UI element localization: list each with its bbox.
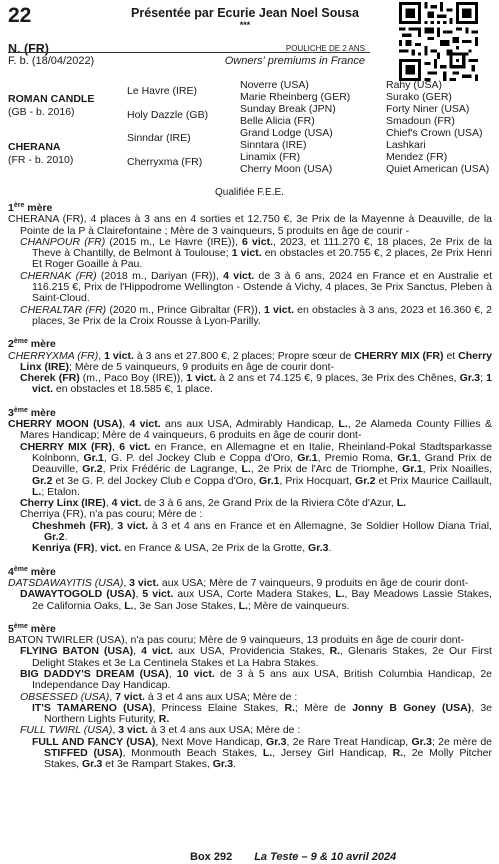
rating-stars: *** — [239, 20, 251, 30]
produce-cheshmeh: Cheshmeh (FR), 3 vict. à 3 et 4 ans en France et en Allemagne, 3e Soldier Hollow Diana Trial, Gr.2. — [32, 519, 492, 544]
box-number: Box 292 — [190, 851, 233, 863]
section-1-text: CHERANA (FR), 4 places à 3 ans en 4 sorties et 12.750 €, 3e Prix de la Mayenne à Deauville, de la Pointe de la P à Clairefontaine ; Mère de 3 vainqueurs, 5 produits en âge de courir - — [8, 213, 492, 237]
pedigree-gen3-5: Grand Lodge (USA) — [240, 127, 333, 139]
produce-its-tamareno: IT'S TAMARENO (USA), Princess Elaine Stakes, R.; Mère de Jonny B Goney (USA), 3e Northern Lights Futurity, R. — [32, 701, 492, 726]
pedigree-gen2-2: Holy Dazzle (GB) — [127, 109, 209, 121]
pedigree-gen3-1: Noverre (USA) — [240, 79, 309, 91]
pedigree-gen3-8: Cherry Moon (USA) — [240, 163, 333, 175]
sale-name: La Teste – 9 & 10 avril 2024 — [254, 851, 397, 863]
horse-name: N. (FR) — [8, 42, 49, 56]
family-body — [8, 200, 492, 771]
produce-cherriya: Cherriya (FR), n'a pas couru; Mère de : — [20, 508, 203, 521]
produce-cheraltar: CHERALTAR (FR) (2020 m., Prince Gibraltar (FR)), 1 vict. en obstacles à 3 ans, 2023 et 16.360 €, 2 places, 3e Prix de la Croix Rousse à Lyon-Parilly. — [20, 303, 492, 327]
premiums-note: Owners' premiums in France — [224, 55, 365, 67]
produce-full-and-fancy: FULL AND FANCY (USA), Next Move Handicap, Gr.3, 2e Rare Treat Handicap, Gr.3; 2e mère de STIFFED (USA), Monmouth Beach Stakes, L., Jersey Girl Handicap, R., 2e Molly Pitcher Stakes, Gr.3 et 3e Rampart Stakes, Gr.3. — [32, 735, 493, 771]
section-5-heading: 5ème mère — [8, 622, 56, 635]
pedigree-sire-info: (GB - b. 2016) — [8, 106, 75, 118]
pedigree-gen4-5: Chief's Crown (USA) — [386, 127, 483, 139]
produce-obsessed: OBSESSED (USA), 7 vict. à 3 et 4 ans aux USA; Mère de : — [20, 690, 298, 703]
produce-kenriya: Kenriya (FR), vict. en France & USA, 2e Prix de la Grotte, Gr.3. — [32, 542, 332, 555]
pedigree-gen4-2: Surako (GER) — [386, 91, 452, 103]
produce-chanpour: CHANPOUR (FR) (2015 m., Le Havre (IRE)), 6 vict., 2023, et 111.270 €, 18 places, 2e Prix de la Theve à Chantilly, de Belmont à Toulouse; 1 vict. en obstacles et 20.755 €, 2 places, 2e Prix Henri Et Roger Goaille à Pau. — [20, 235, 492, 271]
pedigree-gen3-2: Marie Rheinberg (GER) — [240, 91, 351, 103]
consignor: Présentée par Ecurie Jean Noel Sousa — [131, 6, 359, 20]
produce-dawaytogold: DAWAYTOGOLD (USA), 5 vict. aux USA, Corte Madera Stakes, L., Bay Meadows Lassie Stakes, 2e California Oaks, L., 3e San Jose Stakes, L.; Mère de vainqueurs. — [20, 588, 492, 612]
produce-cherry-mix: CHERRY MIX (FR), 6 vict. en France, en Allemagne et en Italie, Rheinland-Pokal Stadtsparkasse Kolnbonn, Gr.1, G. P. del Jockey Club e Coppa d'Oro, Gr.1, Premio Roma, Gr.1, Grand Prix de Deauville, Gr.2, Prix Frédéric de Lagrange, L., 2e Prix de l'Arc de Triomphe, Gr.1, Prix Noailles, Gr.2 et 3e G. P. del Jockey Club e Coppa d'Oro, Gr.1, Prix Hocquart, Gr.2 et Prix Maurice Caillault, L.; Etalon. — [20, 440, 492, 498]
section-4-text: DATSDAWAYITIS (USA), 3 vict. aux USA; Mère de 7 vainqueurs, 9 produits en âge de courir dont- — [8, 576, 469, 589]
birth-info: F. b. (18/04/2022) — [8, 55, 95, 67]
pedigree-gen3-4: Belle Alicia (FR) — [240, 115, 315, 127]
produce-cherek: Cherek (FR) (m., Paco Boy (IRE)), 1 vict. à 2 ans et 74.125 €, 9 places, 3e Prix des Chênes, Gr.3; 1 vict. en obstacles et 18.585 €, 1 place. — [20, 372, 492, 396]
produce-full-twirl: FULL TWIRL (USA), 3 vict. à 3 et 4 ans aux USA; Mère de : — [20, 724, 301, 737]
sex-age: POULICHE DE 2 ANS — [285, 44, 365, 53]
qr-code-icon[interactable] — [399, 2, 478, 81]
footer — [190, 851, 396, 863]
qualification: Qualifiée F.E.E. — [215, 187, 284, 198]
section-5-text: BATON TWIRLER (USA), n'a pas couru; Mère de 9 vainqueurs, 13 produits en âge de courir dont- — [8, 634, 465, 647]
lot-number: 22 — [8, 4, 32, 27]
pedigree-dam: CHERANA — [8, 141, 61, 153]
pedigree-sire: ROMAN CANDLE — [8, 93, 95, 105]
pedigree-gen4-3: Forty Niner (USA) — [386, 103, 470, 115]
produce-flying-baton: FLYING BATON (USA), 4 vict. aux USA, Providencia Stakes, R., Glenaris Stakes, 2e Our First Delight Stakes et 3e La Centinela Stakes et La Habra Stakes. — [20, 645, 492, 669]
pedigree-gen2-3: Sinndar (IRE) — [127, 132, 191, 144]
header-divider — [8, 52, 370, 53]
pedigree-gen3-6: Sinntara (IRE) — [240, 139, 307, 151]
pedigree-gen3-3: Sunday Break (JPN) — [240, 103, 336, 115]
pedigree-gen2-1: Le Havre (IRE) — [127, 85, 198, 97]
produce-chernak: CHERNAK (FR) (2018 m., Dariyan (FR)), 4 vict. de 3 à 6 ans, 2024 en France et en Australie et 116.215 €, Prix de l'Hippodrome Wellington - Ostende à Vichy, 4 places, 3e Prix Sanctus, Pleben à Saint-Cloud. — [20, 269, 492, 305]
section-3-heading: 3ème mère — [8, 406, 56, 419]
produce-cherry-linx: Cherry Linx (IRE), 4 vict. de 3 à 6 ans, 2e Grand Prix de la Riviera Côte d'Azur, L. — [20, 497, 407, 510]
section-2-heading: 2ème mère — [8, 338, 56, 351]
pedigree-dam-info: (FR - b. 2010) — [8, 154, 74, 166]
pedigree-gen4-7: Mendez (FR) — [386, 151, 448, 163]
section-4-heading: 4ème mère — [8, 565, 56, 578]
pedigree-gen3-7: Linamix (FR) — [240, 151, 301, 163]
section-3-text: CHERRY MOON (USA), 4 vict. ans aux USA, Admirably Handicap, L., 2e Alameda County Fillies & Mares Handicap; Mère de 4 vainqueurs, 6 produits en âge de courir dont- — [8, 418, 492, 442]
section-2-text: CHERRYXMA (FR), 1 vict. à 3 ans et 27.800 €, 2 places; Propre sœur de CHERRY MIX (FR) et Cherry Linx (IRE); Mère de 5 vainqueurs, 9 produits en âge de courir dont- — [8, 349, 492, 373]
pedigree-gen4-4: Smadoun (FR) — [386, 115, 455, 127]
section-1-heading: 1ère mère — [8, 202, 53, 214]
produce-big-daddys-dream: BIG DADDY'S DREAM (USA), 10 vict. de 3 à 5 ans aux USA, British Columbia Handicap, 2e Independance Day Handicap. — [20, 667, 493, 692]
pedigree-gen4-8: Quiet American (USA) — [386, 163, 490, 175]
pedigree-gen2-4: Cherryxma (FR) — [127, 156, 203, 168]
pedigree-gen4-6: Lashkari — [386, 139, 426, 151]
pedigree-gen4-1: Rahy (USA) — [386, 79, 443, 91]
